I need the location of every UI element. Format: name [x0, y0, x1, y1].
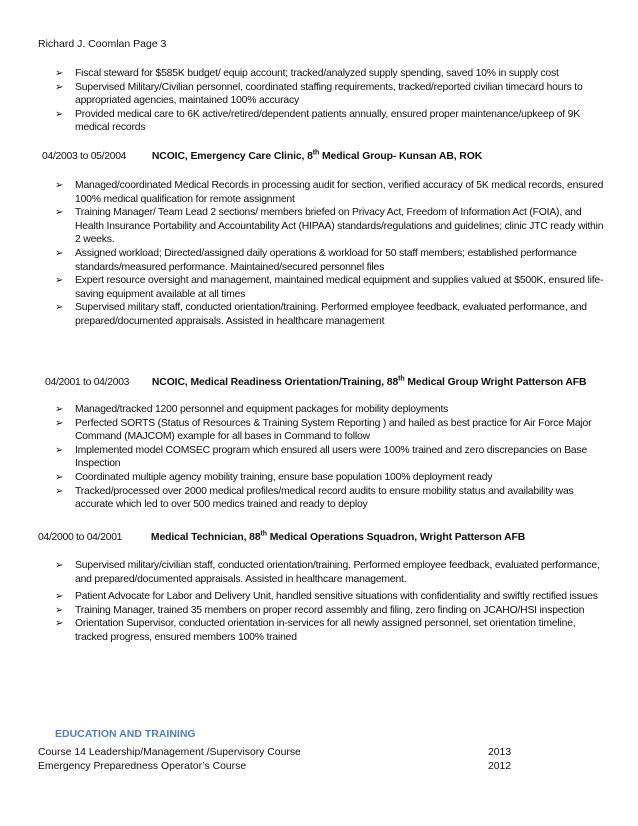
arrow-bullet-icon: ➢	[55, 81, 64, 93]
bullet-item	[55, 206, 605, 247]
bullet-item	[55, 301, 605, 328]
bullet-text: Supervised military/civilian staff, conducted orientation/training. Performed employee feedback, evaluated performance, and prepared/documented appraisals. Assisted in healthcare management.	[75, 560, 600, 585]
arrow-bullet-icon: ➢	[55, 485, 64, 497]
arrow-bullet-icon: ➢	[55, 404, 64, 415]
arrow-bullet-icon: ➢	[55, 247, 64, 259]
med-tech-bullet-list	[55, 559, 605, 645]
bullet-text: Training Manager/ Team Lead 2 sections/ members briefed on Privacy Act, Freedom of Information Act (FOIA), and Health Insurance Portability and Accountability Act (HIPAA) standards/regulations and guidelines; clinic JTC ready within 2 weeks.	[75, 207, 604, 246]
bullet-item	[55, 471, 605, 485]
bullet-text: Tracked/processed over 2000 medical profiles/medical record audits to ensure mobility status and availability was accurate which led to over 500 medics trained and ready to deploy	[75, 485, 574, 511]
bullet-item	[55, 485, 605, 512]
bullet-text: Implemented model COMSEC program which ensured all users were 100% trained and zero discrepancies on Base Inspection	[75, 444, 588, 470]
bullet-item	[55, 444, 605, 471]
job-heading-kunsan	[42, 150, 482, 164]
bullet-item	[55, 417, 605, 444]
bullet-text: Managed/coordinated Medical Records in processing audit for section, verified accuracy of 5K medical records, ensured 100% medical qualification for remote assignment	[75, 180, 604, 205]
bullet-item	[55, 403, 605, 417]
job-title: NCOIC, Emergency Care Clinic, 8th Medical Group- Kunsan AB, ROK	[151, 149, 483, 162]
job-dates: 04/2001 to 04/2003	[45, 377, 130, 388]
arrow-bullet-icon: ➢	[55, 68, 64, 79]
arrow-bullet-icon: ➢	[55, 618, 64, 630]
course-year: 2013	[488, 747, 512, 758]
readiness-bullet-list	[55, 403, 605, 512]
bullet-item	[55, 274, 605, 301]
job-title: NCOIC, Medical Readiness Orientation/Training, 88th Medical Group Wright Patterson AFB	[151, 375, 587, 388]
course-year: 2012	[488, 761, 512, 772]
arrow-bullet-icon: ➢	[55, 591, 64, 603]
bullet-item	[55, 247, 605, 274]
bullet-item	[55, 559, 605, 586]
bullet-item	[55, 590, 605, 604]
bullet-text: Supervised Military/Civilian personnel, coordinated staffing requirements, tracked/reported civilian timecard hours to appropriated agencies, maintained 100% accuracy	[75, 81, 583, 107]
bullet-text: Orientation Supervisor, conducted orientation in-services for all newly assigned personnel, set orientation timeline, tracked progress, ensured members 100% trained	[75, 618, 576, 643]
arrow-bullet-icon: ➢	[55, 207, 64, 219]
arrow-bullet-icon: ➢	[55, 471, 64, 483]
bullet-item	[55, 179, 605, 206]
page-header: Richard J. Coomlan Page 3	[38, 38, 167, 50]
continued-bullet-list	[55, 67, 605, 135]
course-name: Course 14 Leadership/Management /Supervisory Course	[38, 747, 301, 758]
bullet-item	[55, 604, 605, 618]
arrow-bullet-icon: ➢	[55, 417, 64, 429]
arrow-bullet-icon: ➢	[55, 444, 64, 456]
arrow-bullet-icon: ➢	[55, 302, 64, 314]
course-name: Emergency Preparedness Operator’s Course	[38, 761, 247, 772]
bullet-text: Coordinated multiple agency mobility training, ensure base population 100% deployment ready	[75, 471, 493, 483]
education-heading: EDUCATION AND TRAINING	[55, 728, 196, 740]
bullet-text: Fiscal steward for $585K budget/ equip account; tracked/analyzed supply spending, saved 10% in supply cost	[75, 68, 559, 79]
kunsan-bullet-list	[55, 179, 605, 329]
arrow-bullet-icon: ➢	[55, 560, 64, 571]
job-heading-med-tech	[38, 531, 525, 545]
bullet-text: Patient Advocate for Labor and Delivery Unit, handled sensitive situations with confidentiality and swiftly rectified issues	[75, 591, 598, 603]
bullet-text: Assigned workload; Directed/assigned daily operations & workload for 50 staff members; established performance standards/measured performance. Maintained/secured personnel files	[75, 247, 577, 273]
job-dates: 04/2003 to 05/2004	[42, 151, 127, 162]
arrow-bullet-icon: ➢	[55, 275, 64, 287]
job-heading-readiness	[45, 376, 586, 390]
job-dates: 04/2000 to 04/2001	[38, 532, 123, 543]
bullet-text: Training Manager, trained 35 members on proper record assembly and filing, zero finding on JCAHO/HSI inspection	[75, 604, 585, 616]
arrow-bullet-icon: ➢	[55, 108, 64, 120]
job-title: Medical Technician, 88th Medical Operations Squadron, Wright Patterson AFB	[150, 530, 526, 543]
bullet-item	[55, 617, 605, 644]
bullet-text: Managed/tracked 1200 personnel and equipment packages for mobility deployments	[75, 404, 449, 415]
bullet-text: Perfected SORTS (Status of Resources & Training System Reporting ) and hailed as best practice for Air Force Major Command (MAJCOM) example for all bases in Command to follow	[75, 417, 592, 443]
bullet-text: Expert resource oversight and management, maintained medical equipment and supplies valued at $500K, ensured life-saving equipment available at all times	[75, 275, 604, 300]
bullet-text: Supervised military staff, conducted orientation/training. Performed employee feedback, evaluated performance, and prepared/documented appraisals. Assisted in healthcare management	[75, 302, 587, 327]
bullet-item	[55, 108, 605, 135]
bullet-text: Provided medical care to 6K active/retired/dependent patients annually, ensured proper maintenance/upkeep of 9K medical records	[75, 108, 580, 134]
arrow-bullet-icon: ➢	[55, 604, 64, 616]
arrow-bullet-icon: ➢	[55, 180, 64, 191]
bullet-item	[55, 81, 605, 108]
bullet-item	[55, 67, 605, 81]
